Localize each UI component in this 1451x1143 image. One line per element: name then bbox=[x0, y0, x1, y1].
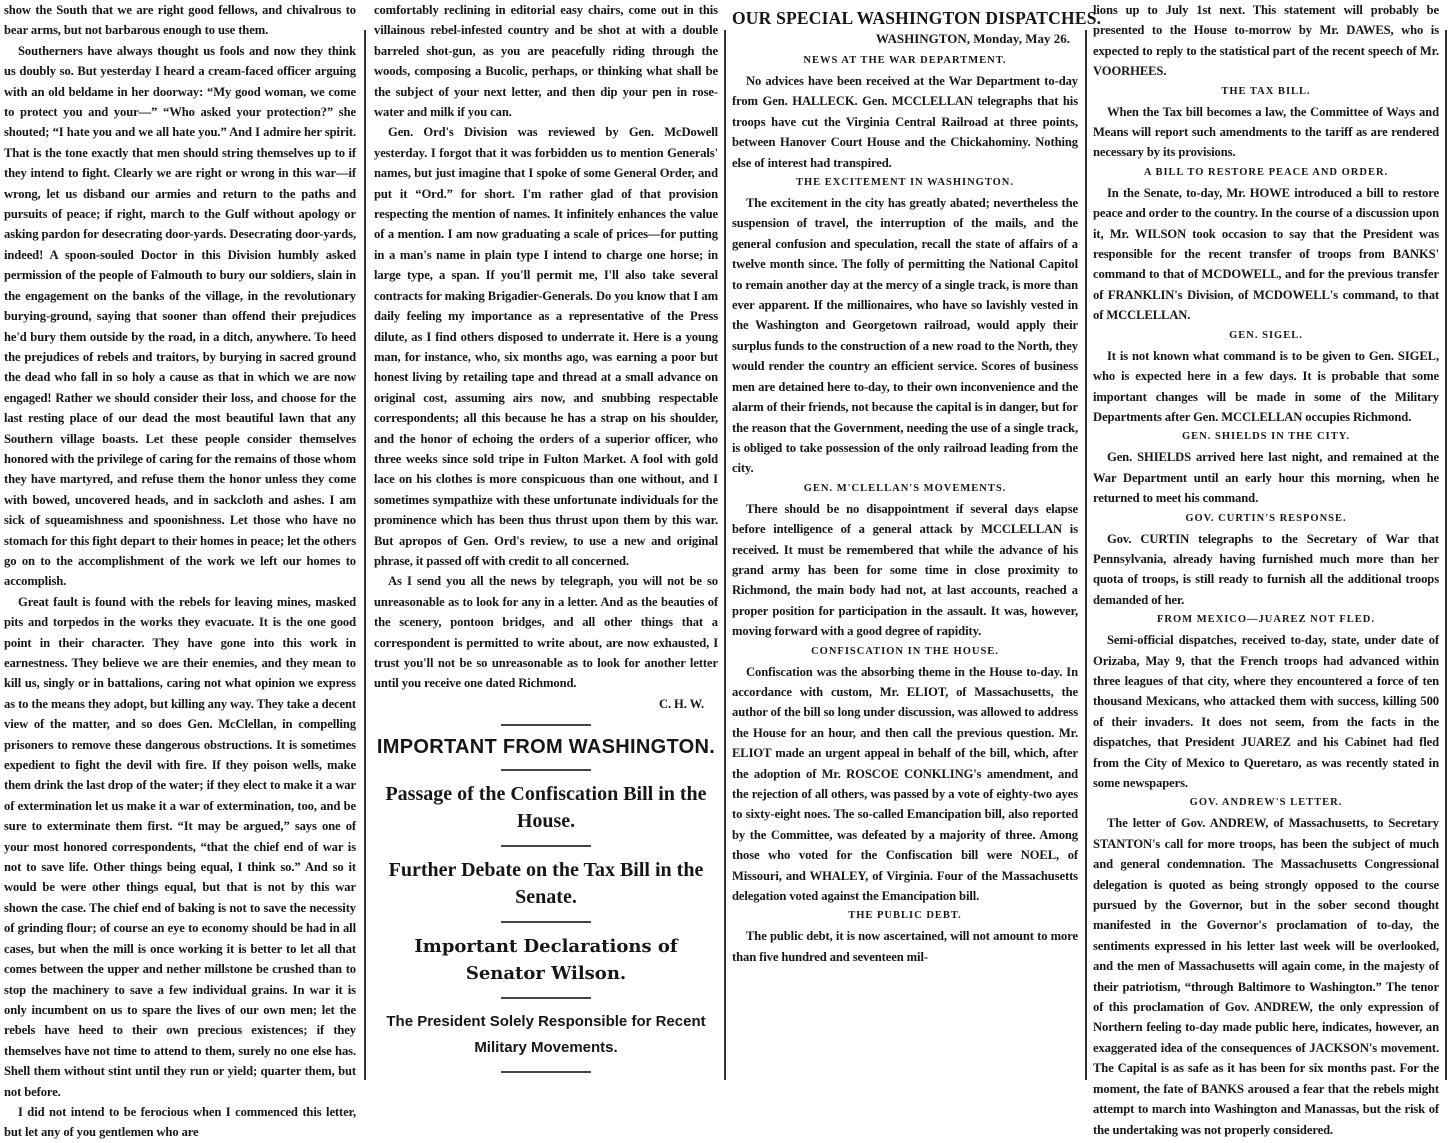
column-1 bbox=[4, 0, 356, 1143]
section-heading: GEN. M'CLELLAN'S MOVEMENTS. bbox=[803, 482, 1007, 494]
article-paragraph-continued: comfortably reclining in editorial easy chairs, come out in this villainous rebel-infested country and be shot at with a double barreled shot-gun, as you are peacefully riding through the woods, composing a Bucolic, perhaps, or thinking what shall be the subject of your next letter, and then dip your pen in rose-water and milk if you can. bbox=[374, 3, 718, 120]
article-paragraph: The excitement in the city has greatly abated; nevertheless the suspension of travel, the interruption of the mails, and the general confusion and speculation, recall the state of affairs of a twelve month since. The folly of permitting the National Capitol to remain another day at the mercy of a single track, is more than ever apparent. If the millionaires, who have so lavishly vested in the Washington and Georgetown railroad, would apply their surplus funds to the construction of a new road to the North, they would render the country an efficient service. Scores of business men are detained here to-day, to their own inconvenience and the alarm of their friends, not because the capital is in danger, but for the reason that the Government, needing the use of a single track, is obliged to take possession of the only railroad leading from the city. bbox=[732, 196, 1078, 476]
article-paragraph: Southerners have always thought us fools and now they think us doubly so. But yesterday I heard a cream-faced officer arguing with an old beldame in her doorway: “My good woman, we come to protect you and your—” “Who asked your protection?” she shouted; “I hate you and we all hate you.” And I admire her spirit. That is the tone exactly that men should string themselves up to if they intend to fight. Clearly we are right or wrong in this war—if wrong, let us disband our armies and return to the paths and pursuits of peace; if right, march to the Gulf without apology or asking pardon for desecrating door-yards. Desecrating door-yards, indeed! A spoon-souled Doctor in this Division humbly asked permission of the people of Falmouth to bury our soldiers, slain in the engagement on the banks of the village, in the revolutionary burying-ground, saying that sooner than offend their prejudices he'd bury them outside by the road, in a ditch, anywhere. To heed the prejudices of rebels and traitors, by burying in sacred ground the dead who fall in so holy a cause as that in which we are now engaged! Rather we should consider their loss, and choose for the last resting place of our dead the most beautiful lawn that any Southern village boasts. Let these people consider themselves honored with the privilege of caring for the remains of those whom they have martyred, and refuse them the honor unless they come with bowed, uncovered heads, and in sackcloth and ashes. I am sick of squeamishness and spoonishness. Let those who have no stomach for this fight depart to their homes in peace; let the others go on to the accomplishment of the work we left our homes to accomplish. bbox=[4, 43, 356, 589]
article-paragraph: There should be no disappointment if several days elapse before intelligence of a general attack by MCCLELLAN is received. It must be remembered that while the advance of his grand army has been for some time in close proximity to Richmond, the main body had not, at last accounts, reached a proper position for participation in the assault. It was, however, moving forward with a good degree of rapidity. bbox=[732, 501, 1078, 639]
section-heading: THE PUBLIC DEBT. bbox=[848, 910, 962, 922]
section-heading: A BILL TO RESTORE PEACE AND ORDER. bbox=[1143, 166, 1389, 178]
column-divider bbox=[364, 30, 366, 1080]
article-paragraph: When the Tax bill becomes a law, the Committee of Ways and Means will report such amendments to the tariff as are rendered necessary by its provisions. bbox=[1093, 104, 1439, 160]
section-heading: GEN. SHIELDS IN THE CITY. bbox=[1182, 431, 1350, 443]
section-heading: CONFISCATION IN THE HOUSE. bbox=[811, 645, 999, 657]
section-heading: FROM MEXICO—JUAREZ NOT FLED. bbox=[1157, 614, 1375, 626]
section-heading: NEWS AT THE WAR DEPARTMENT. bbox=[803, 55, 1007, 66]
article-paragraph: Gen. SHIELDS arrived here last night, and remained at the War Department until an early hour this morning, when he returned to meet his command. bbox=[1093, 450, 1439, 506]
headline-rule bbox=[501, 997, 591, 999]
subheadline: The President Solely Responsible for Recent Military Movements. bbox=[386, 1013, 706, 1057]
section-heading: GOV. ANDREW'S LETTER. bbox=[1189, 797, 1343, 809]
headline-rule bbox=[501, 724, 591, 726]
article-paragraph: Gen. Ord's Division was reviewed by Gen. McDowell yesterday. I forgot that it was forbidden us to mention Generals' names, but just imagine that I spoke of some General Order, and put it “Ord.” for short. I'm rather glad of that provision respecting the mention of names. It infinitely enhances the value of a mention. I am now graduating a scale of prices—for putting in a man's name in plain type I intend to charge one horse; in large type, a span. If you'll permit me, I'll also take several contracts for making Brigadier-Generals. Do you know that I am daily feeling my importance as a representative of the Press dilute, as I find others disposed to underrate it. Here is a young man, for instance, who, six months ago, was earning a poor but honest living by retailing tape and thread at a small advance on original cost, assuming airs now, and snubbing respectable correspondents; all this because he has a strap on his shoulder, and the honor of echoing the orders of a superior officer, who three weeks since sold tripe in Fulton Market. A fool with gold lace on his clothes is more conspicuous than one without, and I sometimes sympathize with these unfortunate individuals for the prominence which has been thus thrust upon them by this war. But apropos of Gen. Ord's review, to use a new and original phrase, it passed off with credit to all concerned. bbox=[374, 125, 718, 568]
article-paragraph-continued: lions up to July 1st next. This statement will probably be presented to the House to-morrow by Mr. DAWES, who is expected to reply to the statistical part of the recent speech of Mr. VOORHEES. bbox=[1093, 3, 1439, 79]
section-heading: GOV. CURTIN'S RESPONSE. bbox=[1185, 512, 1347, 524]
article-paragraph: The letter of Gov. ANDREW, of Massachusetts, to Secretary STANTON's call for more troops, has been the subject of much and general condemnation. The Massachusetts Congressional delegation is quoted as being strongly opposed to the course pursued by the Governor, but in the sober second thought manifested in the Governor's proclamation of to-day, the sentiments expressed in his letter last week will be overlooked, and the men of Massachusetts will again come, in the majesty of their patriotism, “through Baltimore to Washington.” The tenor of this proclamation of Gov. ANDREW, the only expression of Northern feeling to-day made public here, indicates, however, an exaggerated idea of the consequences of JACKSON's movement. The Capital is as safe as it has been for six months past. For the moment, the fate of BANKS aroused a fear that the rebels might attempt to march into Washington and Manassas, but the risk of the undertaking was not properly considered. bbox=[1093, 816, 1439, 1137]
article-paragraph: I did not intend to be ferocious when I commenced this letter, but let any of you gentlemen who are bbox=[4, 1104, 356, 1140]
article-paragraph: The public debt, it is now ascertained, will not amount to more than five hundred and seventeen mil- bbox=[732, 929, 1078, 964]
column-2 bbox=[374, 0, 718, 1083]
headline-rule bbox=[501, 845, 591, 847]
article-paragraph: Great fault is found with the rebels for leaving mines, masked pits and torpedos in the works they evacuate. It is the one good point in their character. They have gone into this work in earnestness. They believe we are their enemies, and they mean to kill us, singly or in battalions, caring not what opinion we express as to the means they adopt, but killing any way. They take a decent view of the matter, and so does Gen. McClellan, in compelling prisoners to remove these dangerous obstructions. It is sometimes expedient to fight the devil with fire. If they poison wells, make them drink the last drop of the water; if they elect to make it a war of extermination let us make it a war of extermination, too, and be sure to exterminate them first. “It may be argued,” says one of your most honored correspondents, “that the chief end of war is not to save life. Other things being equal, I think so.” And so it would be were other things equal, but that is not by this war shown the case. The chief end of baking is not to save the necessity of grinding flour; of course an eye to economy should be had in all cases, but when the mill is once working it is better to let all that comes between the upper and nether millstone be crushed than to stop the machinery to save a few individual grains. In war it is only incumbent on us to spare the lives of our own men; let the rebels have heed to their own precious existences; if they themselves have not time to attend to them, surely no one else has. Shell them without stint until they run or yield; quarter them, but not before. bbox=[4, 594, 356, 1099]
signature: C. H. W. bbox=[658, 696, 704, 711]
dateline: WASHINGTON, Monday, May 26. bbox=[875, 31, 1070, 46]
article-paragraph: Confiscation was the absorbing theme in the House to-day. In accordance with custom, Mr. ELIOT, of Massachusetts, the author of the bill so long under discussion, was allowed to address the House for an hour, and then call the previous question. Mr. ELIOT made an urgent appeal in behalf of the bill, which, after the adoption of Mr. ROSCOE CONKLING's amendment, and the rejection of all others, was passed by a vote of eighty-two ayes to sixty-eight noes. The so-called Emancipation bill, also reported by the Committee, was defeated by a majority of three. Among those who voted for the Confiscation bill were NOEL, of Missouri, and WHALEY, of Virginia. Four of the Massachusetts delegation voted against the Emancipation bill. bbox=[732, 664, 1078, 904]
subheadline: Passage of the Confiscation Bill in the House. bbox=[385, 783, 707, 833]
section-heading: THE TAX BILL. bbox=[1221, 85, 1311, 97]
article-paragraph: No advices have been received at the War Department to-day from Gen. HALLECK. Gen. MCCLELLAN telegraphs that his troops have cut the Virginia Central Railroad at three points, between Hanover Court House and the Chickahominy. Nothing else of interest had transpired. bbox=[732, 74, 1078, 170]
article-paragraph: It is not known what command is to be given to Gen. SIGEL, who is expected here in a few days. It is probable that some important changes will be made in some of the Military Departments after Gen. MCCLELLAN occupies Richmond. bbox=[1093, 348, 1439, 424]
headline-rule bbox=[501, 1071, 591, 1073]
subheadline: Further Debate on the Tax Bill in the Senate. bbox=[388, 859, 704, 909]
headline-rule bbox=[501, 769, 591, 771]
section-heading: THE EXCITEMENT IN WASHINGTON. bbox=[795, 177, 1015, 189]
column-4 bbox=[1093, 0, 1439, 1140]
headline-rule bbox=[501, 921, 591, 923]
column-divider bbox=[1445, 30, 1447, 1080]
article-paragraph: Gov. CURTIN telegraphs to the Secretary of War that Pennsylvania, already having furnished much more than her quota of troops, is still ready to furnish all the additional troops demanded of her. bbox=[1093, 531, 1439, 607]
article-paragraph: As I send you all the news by telegraph, you will not be so unreasonable as to look for any in a letter. And as the beauties of the scenery, pontoon bridges, and all other things that a correspondent is permitted to write about, are now exhausted, I trust you'll not be so unreasonable as to look for another letter until you receive one dated Richmond. bbox=[374, 574, 718, 691]
article-paragraph: In the Senate, to-day, Mr. HOWE introduced a bill to restore peace and order to the country. In the course of a discussion upon it, Mr. WILSON took occasion to say that the President was responsible for the recent transfer of troops from BANKS' command to that of MCDOWELL, and for the previous transfer of FRANKLIN's Division, of MCDOWELL's command, to that of MCCLELLAN. bbox=[1093, 185, 1439, 323]
article-paragraph-continued: show the South that we are right good fellows, and chivalrous to bear arms, but not barbarous enough to use them. bbox=[4, 3, 356, 38]
article-paragraph: Semi-official dispatches, received to-day, state, under date of Orizaba, May 9, that the French troops had advanced within three leagues of that city, where they encountered a force of ten thousand Mexicans, who attacked them with success, killing 500 of their invaders. It does not seem, from the facts in the dispatches, that President JUAREZ and his Cabinet had fled from the City of Mexico to Queretaro, as was recently stated in some newspapers. bbox=[1093, 633, 1439, 790]
dispatch-masthead: OUR SPECIAL WASHINGTON DISPATCHES. bbox=[732, 8, 1102, 28]
subheadline: Important Declarations of Senator Wilson. bbox=[414, 936, 678, 985]
column-divider bbox=[724, 30, 726, 1080]
headline: IMPORTANT FROM WASHINGTON. bbox=[376, 736, 716, 759]
column-3 bbox=[732, 0, 1102, 967]
section-heading: GEN. SIGEL. bbox=[1229, 329, 1303, 341]
column-divider bbox=[1085, 30, 1087, 1080]
